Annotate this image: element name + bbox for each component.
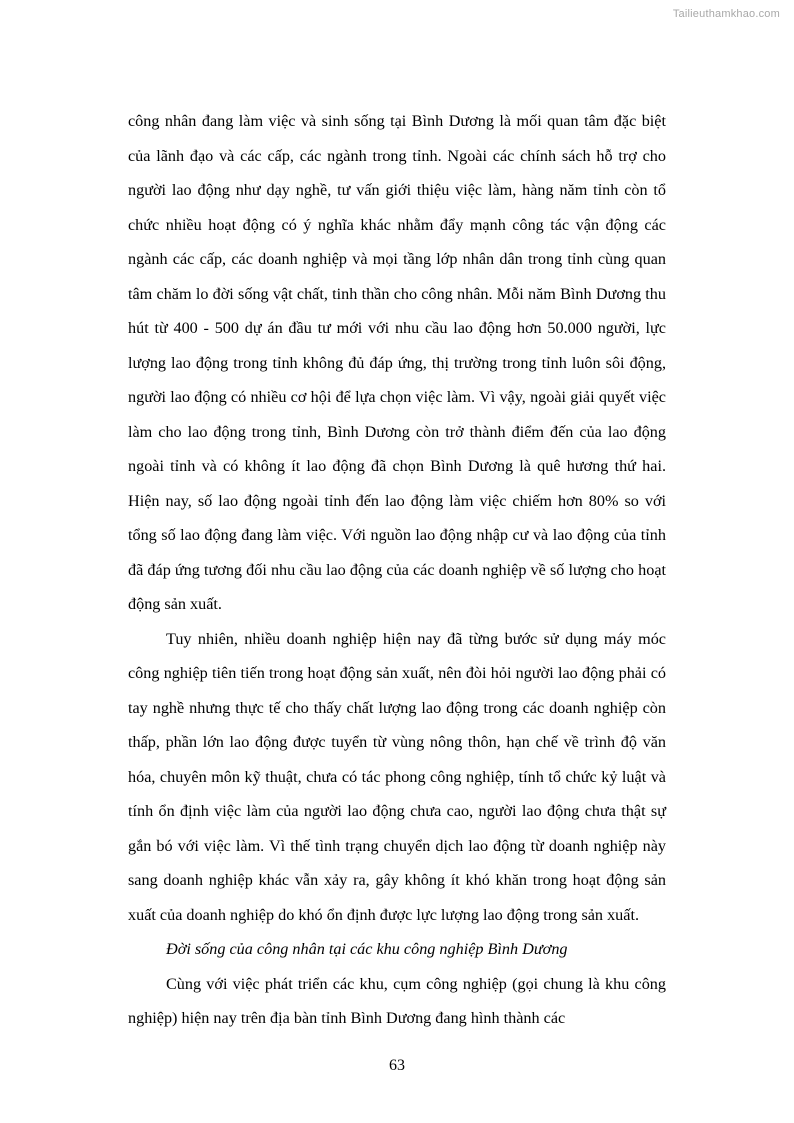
paragraph-third: Cùng với việc phát triển các khu, cụm công nghiệp (gọi chung là khu công nghiệp) hiện nay trên địa bàn tỉnh Bình Dương đang hình thành các <box>128 974 666 1027</box>
page-number: 63 <box>389 1057 405 1074</box>
paragraph-continued: công nhân đang làm việc và sinh sống tại Bình Dương là mối quan tâm đặc biệt của lãnh đạo và các cấp, các ngành trong tỉnh. Ngoài các chính sách hỗ trợ cho người lao động như dạy nghề, tư vấn giới thiệu việc làm, hàng năm tỉnh còn tổ chức nhiều hoạt động có ý nghĩa khác nhằm đẩy mạnh công tác vận động các ngành các cấp, các doanh nghiệp và mọi tầng lớp nhân dân trong tỉnh cùng quan tâm chăm lo đời sống vật chất, tinh thần cho công nhân. Mỗi năm Bình Dương thu hút từ 400 - 500 dự án đầu tư mới với nhu cầu lao động hơn 50.000 người, lực lượng lao động trong tỉnh không đủ đáp ứng, thị trường trong tỉnh luôn sôi động, người lao động có nhiều cơ hội để lựa chọn việc làm. Vì vậy, ngoài giải quyết việc làm cho lao động trong tỉnh, Bình Dương còn trở thành điểm đến của lao động ngoài tỉnh và có không ít lao động đã chọn Bình Dương là quê hương thứ hai. Hiện nay, số lao động ngoài tỉnh đến lao động làm việc chiếm hơn 80% so với tổng số lao động đang làm việc. Với nguồn lao động nhập cư và lao động của tỉnh đã đáp ứng tương đối nhu cầu lao động của các doanh nghiệp về số lượng cho hoạt động sản xuất. <box>128 112 666 613</box>
watermark-text: Tailieuthamkhao.com <box>672 8 780 20</box>
page-body <box>128 104 666 1036</box>
section-subheading: Đời sống của công nhân tại các khu công nghiệp Bình Dương <box>166 940 568 958</box>
paragraph-second: Tuy nhiên, nhiều doanh nghiệp hiện nay đã từng bước sử dụng máy móc công nghiệp tiên tiến trong hoạt động sản xuất, nên đòi hỏi người lao động phải có tay nghề nhưng thực tế cho thấy chất lượng lao động trong các doanh nghiệp còn thấp, phần lớn lao động được tuyển từ vùng nông thôn, hạn chế về trình độ văn hóa, chuyên môn kỹ thuật, chưa có tác phong công nghiệp, tính tổ chức kỷ luật và tính ổn định việc làm của người lao động chưa cao, người lao động chưa thật sự gắn bó với việc làm. Vì thế tình trạng chuyển dịch lao động từ doanh nghiệp này sang doanh nghiệp khác vẫn xảy ra, gây không ít khó khăn trong hoạt động sản xuất của doanh nghiệp do khó ổn định được lực lượng lao động trong sản xuất. <box>128 629 666 924</box>
